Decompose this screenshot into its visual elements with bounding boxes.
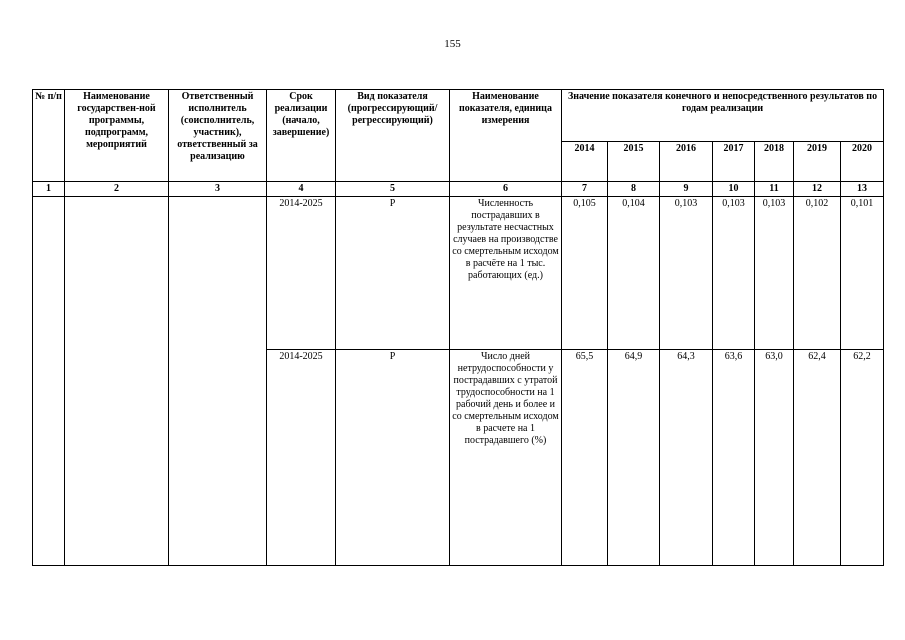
cell-term: 2014-2025 [267,197,336,350]
col-number: 4 [267,182,336,197]
cell-value-2014: 65,5 [562,350,608,566]
col-number: 12 [794,182,841,197]
cell-value-2016: 0,103 [660,197,713,350]
cell-term: 2014-2025 [267,350,336,566]
cell-value-2020: 0,101 [841,197,884,350]
year-2015: 2015 [608,142,660,182]
col-number: 5 [336,182,450,197]
header-indicator-name: Наименование показателя, единица измерения [450,90,562,182]
header-row [33,90,884,142]
table-row [33,197,884,350]
col-number: 2 [65,182,169,197]
page-number: 155 [444,38,461,50]
col-number: 10 [713,182,755,197]
cell-responsible [169,197,267,566]
column-numbers-row [33,182,884,197]
cell-value-2018: 63,0 [755,350,794,566]
cell-value-2020: 62,2 [841,350,884,566]
indicator-name-text: Численность пострадавших в результате несчастных случаев на производстве со смертельным исходом в расчёте на 1 тыс. работающих (ед.) [452,198,559,281]
cell-value-2019: 0,102 [794,197,841,350]
cell-no [33,197,65,566]
col-number: 7 [562,182,608,197]
cell-value-2017: 0,103 [713,197,755,350]
col-number: 8 [608,182,660,197]
year-2018: 2018 [755,142,794,182]
cell-indicator-type: Р [336,350,450,566]
cell-value-2018: 0,103 [755,197,794,350]
cell-indicator-name [450,197,562,350]
header-program-name: Наименование государствен-ной программы, подпрограмм, мероприятий [65,90,169,182]
year-2016: 2016 [660,142,713,182]
year-2017: 2017 [713,142,755,182]
cell-value-2017: 63,6 [713,350,755,566]
col-number: 13 [841,182,884,197]
cell-value-2016: 64,3 [660,350,713,566]
cell-value-2015: 64,9 [608,350,660,566]
header-no: № п/п [33,90,65,182]
col-number: 6 [450,182,562,197]
header-indicator-type: Вид показателя (прогрессирующий/ регрессирующий) [336,90,450,182]
col-number: 11 [755,182,794,197]
cell-program-name [65,197,169,566]
cell-value-2015: 0,104 [608,197,660,350]
header-values-group: Значение показателя конечного и непосредственного результатов по годам реализации [562,90,884,142]
cell-value-2014: 0,105 [562,197,608,350]
cell-indicator-type: Р [336,197,450,350]
cell-value-2019: 62,4 [794,350,841,566]
cell-indicator-name [450,350,562,566]
year-2020: 2020 [841,142,884,182]
indicators-table [32,89,884,566]
col-number: 9 [660,182,713,197]
col-number: 3 [169,182,267,197]
year-2014: 2014 [562,142,608,182]
indicator-name-text: Число дней нетрудоспособности у пострадавших с утратой трудоспособности на 1 рабочий день и более и со смертельным исходом в расчете на 1 пострадавшего (%) [452,351,559,446]
col-number: 1 [33,182,65,197]
header-term: Срок реализации (начало, завершение) [267,90,336,182]
year-2019: 2019 [794,142,841,182]
header-responsible: Ответственный исполнитель (соисполнитель, участник), ответственный за реализацию [169,90,267,182]
